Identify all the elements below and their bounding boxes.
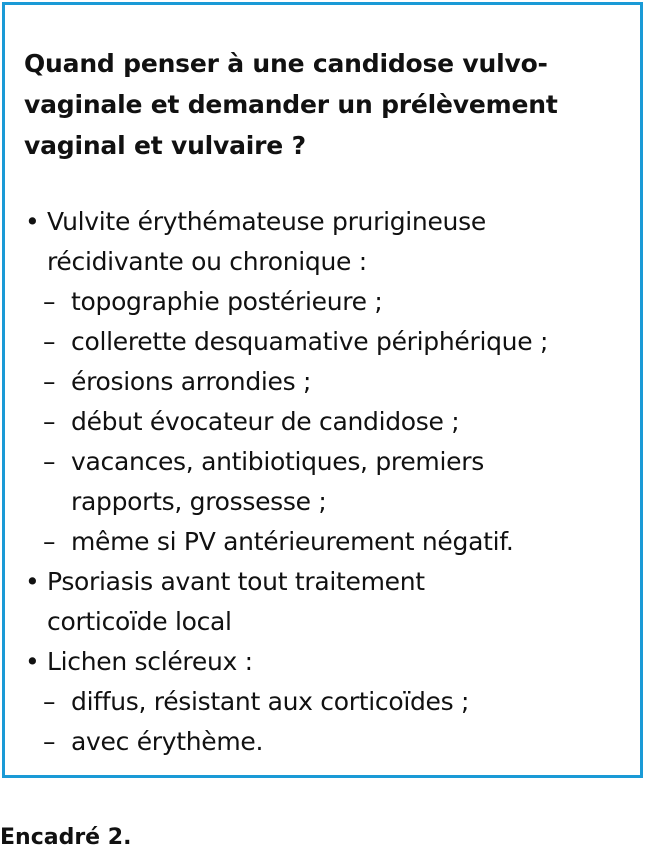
list-item-continuation: récidivante ou chronique : [47,247,367,276]
bullet-icon: • [25,567,40,596]
sub-item-text: même si PV antérieurement négatif. [71,527,514,556]
sub-item-text: topographie postérieure ; [71,287,383,316]
box-title-line: vaginal et vulvaire ? [24,131,306,160]
list-item-text: Vulvite érythémateuse prurigineuse [47,207,486,236]
dash-icon: – [43,367,56,396]
box-title-line: Quand penser à une candidose vulvo- [24,49,548,78]
dash-icon: – [43,527,56,556]
sub-item-text: début évocateur de candidose ; [71,407,460,436]
sub-item-text: vacances, antibiotiques, premiers [71,447,484,476]
list-item-text: Lichen scléreux : [47,647,253,676]
sub-item-text: avec érythème. [71,727,264,756]
dash-icon: – [43,407,56,436]
encadre-box [2,2,643,778]
dash-icon: – [43,327,56,356]
dash-icon: – [43,727,56,756]
bullet-icon: • [25,207,40,236]
dash-icon: – [43,447,56,476]
list-item-text: Psoriasis avant tout traitement [47,567,425,596]
sub-item-text: collerette desquamative périphérique ; [71,327,549,356]
sub-item-text: érosions arrondies ; [71,367,312,396]
dash-icon: – [43,287,56,316]
dash-icon: – [43,687,56,716]
sub-item-text: diffus, résistant aux corticoïdes ; [71,687,470,716]
box-title [24,43,624,166]
sub-item-continuation: rapports, grossesse ; [71,487,327,516]
box-title-line: vaginale et demander un prélèvement [24,90,558,119]
box-caption: Encadré 2. [0,825,132,850]
list-item-continuation: corticoïde local [47,607,232,636]
bullet-icon: • [25,647,40,676]
